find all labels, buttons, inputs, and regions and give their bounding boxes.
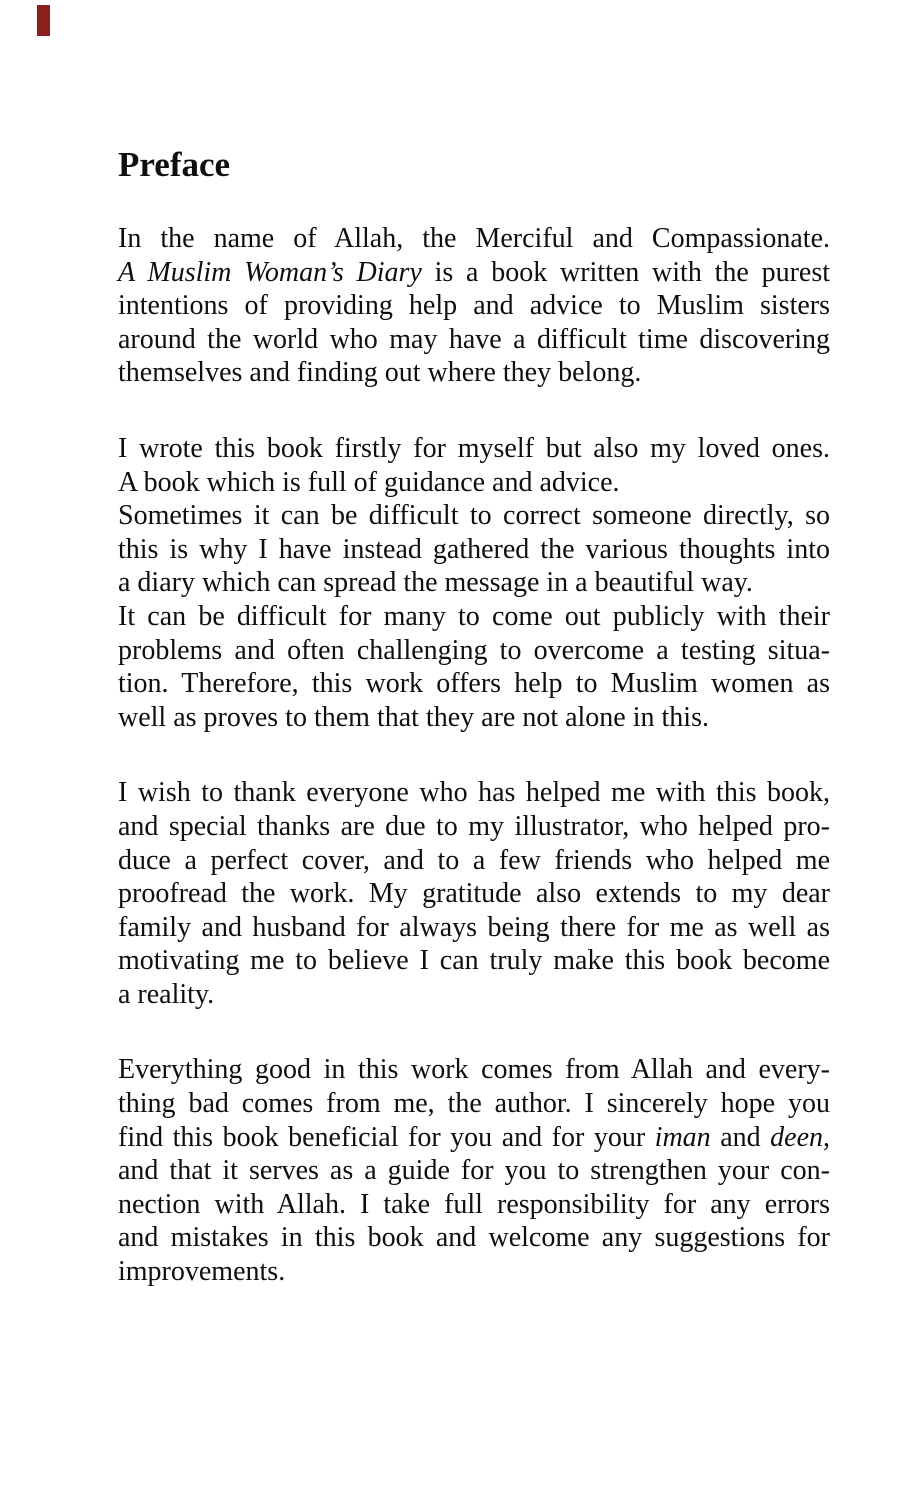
text-line: A book which is full of guidance and advice. [118,466,620,498]
italic-text: iman [654,1121,711,1153]
text-line: improvements. [118,1256,286,1288]
paragraph [118,222,830,390]
page-title: Preface [118,145,231,184]
text-line: themselves and finding out where they belong. [118,357,642,389]
paragraph [118,776,830,1011]
text-line: Everything good in this work comes from Allah and every- [118,1054,830,1086]
text-line: intentions of providing help and advice to Muslim sisters [118,290,830,322]
text-line: In the name of Allah, the Merciful and Compassionate. [118,223,830,254]
text-line: well as proves to them that they are not alone in this. [118,701,709,733]
red-corner-mark [37,5,50,36]
text-line: a diary which can spread the message in a beautiful way. [118,567,753,599]
paragraph [118,1053,830,1288]
preface-content [118,147,830,1289]
text-line: It can be difficult for many to come out publicly with their [118,600,830,632]
text-line: around the world who may have a difficult time discovering [118,323,830,355]
text-line: and that it serves as a guide for you to strengthen your con- [118,1155,830,1187]
text-line: A Muslim Woman’s Diary is a book written with the purest [118,256,830,288]
italic-text: deen [770,1121,823,1153]
text-line: duce a perfect cover, and to a few friends who helped me [118,844,830,876]
text-line: Sometimes it can be difficult to correct someone directly, so [118,500,830,532]
text-line: proofread the work. My gratitude also extends to my dear [118,878,830,910]
text-line: problems and often challenging to overcome a testing situa- [118,634,830,666]
text-line: and special thanks are due to my illustrator, who helped pro- [118,810,830,842]
text-line: motivating me to believe I can truly make this book become [118,945,830,977]
text-line: a reality. [118,978,215,1010]
text-line: I wish to thank everyone who has helped me with this book, [118,777,830,809]
paragraph [118,432,830,734]
text-line: family and husband for always being there for me as well as [118,911,830,943]
text-line: and mistakes in this book and welcome any suggestions for [118,1222,830,1254]
body-text [118,222,830,1289]
text-line: find this book beneficial for you and for your iman and deen, [118,1121,830,1153]
text-line: thing bad comes from me, the author. I sincerely hope you [118,1088,830,1120]
text-line: nection with Allah. I take full responsibility for any errors [118,1188,830,1220]
text-line: I wrote this book firstly for myself but also my loved ones. [118,432,830,464]
text-line: tion. Therefore, this work offers help to Muslim women as [118,668,830,700]
italic-text: A Muslim Woman’s Diary [118,256,422,288]
text-line: this is why I have instead gathered the various thoughts into [118,533,830,565]
